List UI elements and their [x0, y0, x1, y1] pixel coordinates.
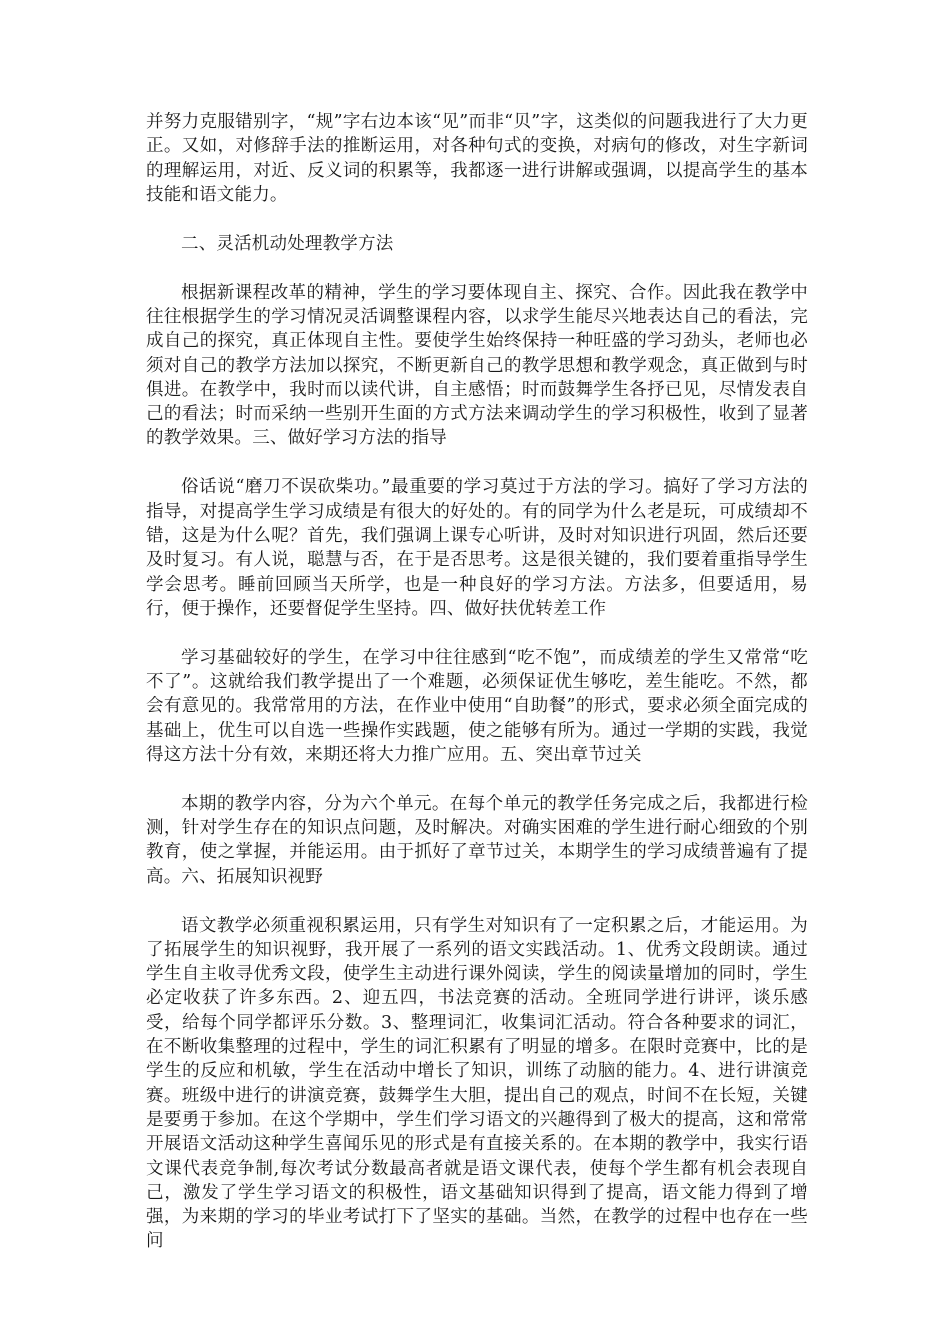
- paragraph-chapter-checks: 本期的教学内容，分为六个单元。在每个单元的教学任务完成之后，我都进行检测，针对学生存在的知识点问题，及时解决。对确实困难的学生进行耐心细致的个别教育，使之掌握，并能运用。由于抓好了章节过关，本期学生的学习成绩普遍有了提高。六、拓展知识视野: [146, 793, 808, 887]
- paragraph-knowledge-expansion: 语文教学必须重视积累运用，只有学生对知识有了一定积累之后，才能运用。为了拓展学生的知识视野，我开展了一系列的语文实践活动。1、优秀文段朗读。通过学生自主收寻优秀文段，使学生主动进行课外阅读，学生的阅读量增加的同时，学生必定收获了许多东西。2、迎五四，书法竞赛的活动。全班同学进行讲评，谈乐感受，给每个同学都评乐分数。3、整理词汇，收集词汇活动。符合各种要求的词汇，在不断收集整理的过程中，学生的词汇积累有了明显的增多。在限时竞赛中，比的是学生的反应和机敏，学生在活动中增长了知识，训练了动脑的能力。4、进行讲演竞赛。班级中进行的讲演竞赛，鼓舞学生大胆，提出自己的观点，时间不在长短，关键是要勇于参加。在这个学期中，学生们学习语文的兴趣得到了极大的提高，这和常常开展语文活动这种学生喜闻乐见的形式是有直接关系的。在本期的教学中，我实行语文课代表竞争制,每次考试分数最高者就是语文课代表，使每个学生都有机会表现自己，激发了学生学习语文的积极性，语文基础知识得到了提高，语文能力得到了增强，为来期的学习的毕业考试打下了坚实的基础。当然，在教学的过程中也存在一些问: [146, 915, 808, 1252]
- paragraph-students-support: 学习基础较好的学生，在学习中往往感到“吃不饱”，而成绩差的学生又常常“吃不了”。这就给我们教学提出了一个难题，必须保证优生够吃，差生能吃。不然，都会有意见的。我常常用的方法，在作业中使用“自助餐”的形式，要求必须全面完成的基础上，优生可以自选一些操作实践题，使之能够有所为。通过一学期的实践，我觉得这方法十分有效，来期还将大力推广应用。五、突出章节过关: [146, 647, 808, 765]
- paragraph-learning-methods: 俗话说“磨刀不误砍柴功。”最重要的学习莫过于方法的学习。搞好了学习方法的指导，对提高学生学习成绩是有很大的好处的。有的同学为什么老是玩，可成绩却不错，这是为什么呢？首先，我们强调上课专心听讲，及时对知识进行巩固，然后还要及时复习。有人说，聪慧与否，在于是否思考。这是很关键的，我们要着重指导学生学会思考。睡前回顾当天所学，也是一种良好的学习方法。方法多，但要适用，易行，便于操作，还要督促学生坚持。四、做好扶优转差工作: [146, 477, 808, 619]
- paragraph-continued-text: 并努力克服错别字，“规”字右边本该“见”而非“贝”字，这类似的问题我进行了大力更正。又如，对修辞手法的推断运用，对各种句式的变换，对病句的修改，对生字新词的理解运用，对近、反义词的积累等，我都逐一进行讲解或强调，以提高学生的基本技能和语文能力。: [146, 112, 808, 205]
- paragraph-teaching-methods: 根据新课程改革的精神，学生的学习要体现自主、探究、合作。因此我在教学中往往根据学生的学习情况灵活调整课程内容，以求学生能尽兴地表达自己的看法，完成自己的探究，真正体现自主性。要使学生始终保持一种旺盛的学习劲头，老师也必须对自己的教学方法加以探究，不断更新自己的教学思想和教学观念，真正做到与时俱进。在教学中，我时而以读代讲，自主感悟；时而鼓舞学生各抒已见，尽情发表自己的看法；时而采纳一些别开生面的方式方法来调动学生的学习积极性，收到了显著的教学效果。三、做好学习方法的指导: [146, 282, 808, 449]
- document-page: [146, 110, 808, 1254]
- section-heading-teaching-methods: 二、灵活机动处理教学方法: [181, 233, 394, 254]
